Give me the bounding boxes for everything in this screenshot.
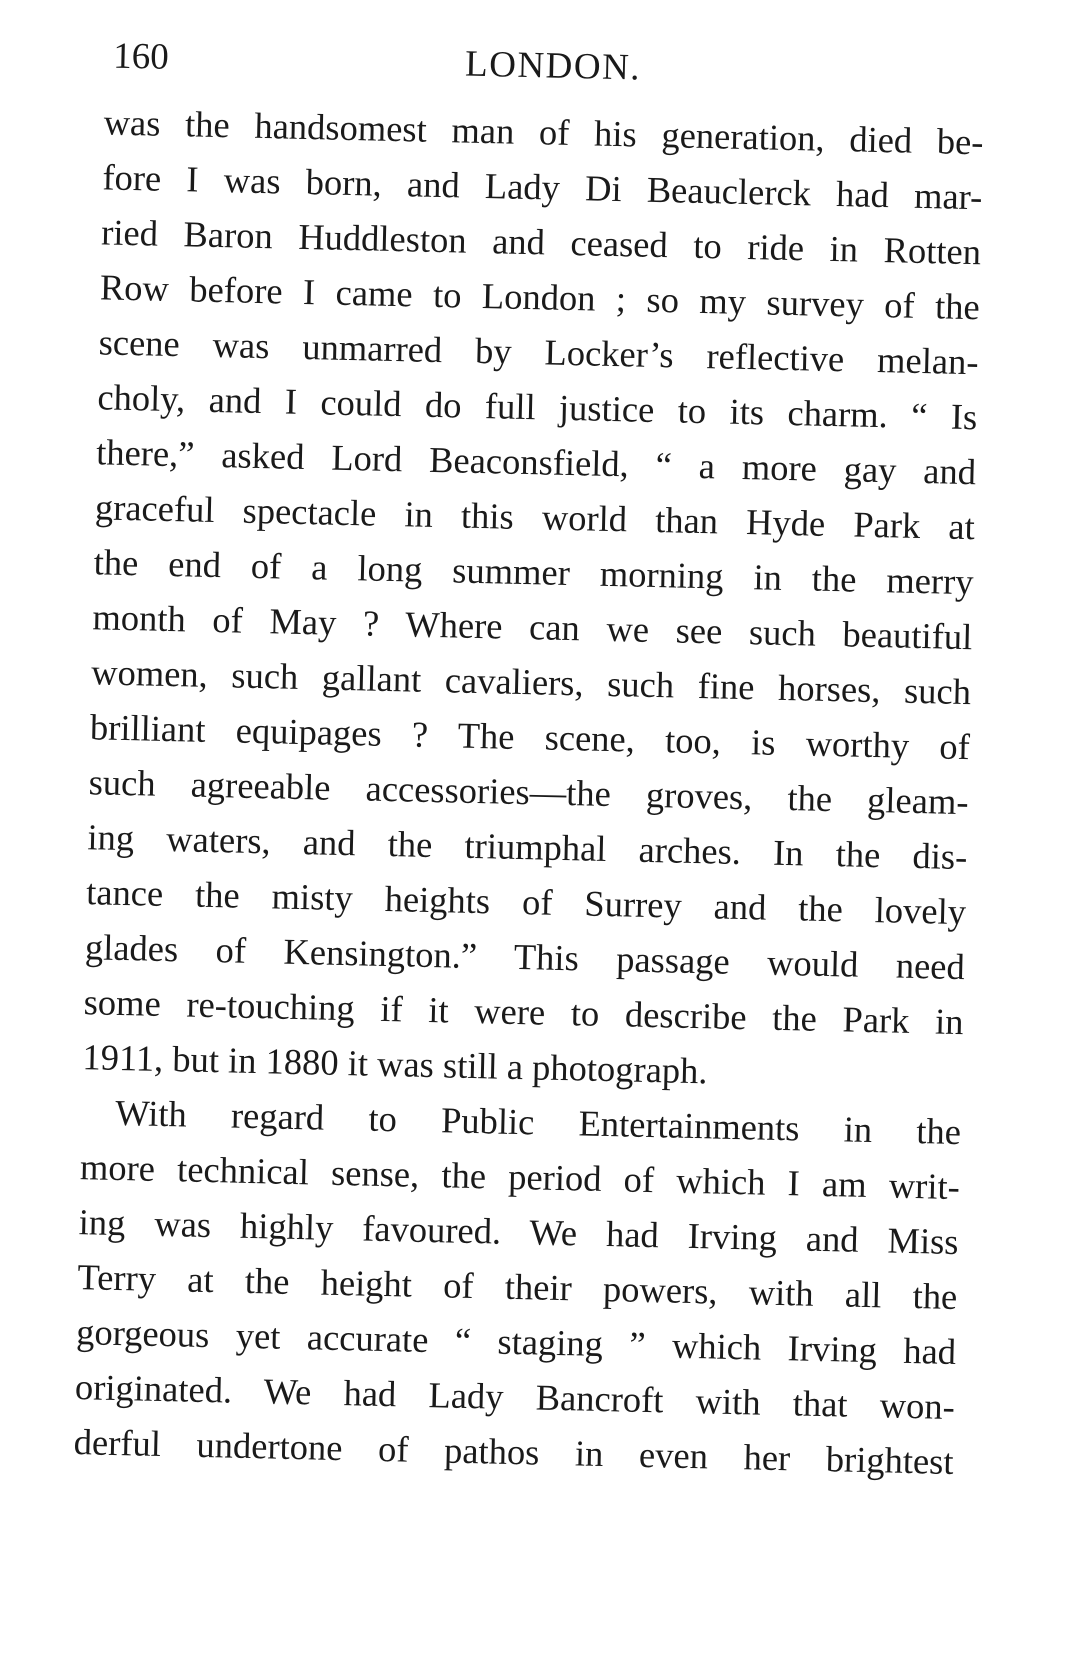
text-line: Row before I came to London ; so my survey of the <box>99 266 981 328</box>
text-line: such agreeable accessories—the groves, the gleam- <box>88 761 969 823</box>
text-line: choly, and I could do full justice to its charm. “ Is <box>97 376 978 438</box>
text-line: was the handsomest man of his generation, died be- <box>103 101 984 163</box>
body-text <box>73 94 984 1489</box>
text-line: brilliant equipages ? The scene, too, is worthy of <box>89 706 971 768</box>
page-header <box>113 27 994 107</box>
text-line: scene was unmarred by Locker’s reflective melan- <box>98 321 979 383</box>
text-line: more technical sense, the period of which I am writ- <box>79 1146 961 1208</box>
text-line: fore I was born, and Lady Di Beauclerck had mar- <box>102 156 983 218</box>
text-line: originated. We had Lady Bancroft with that won- <box>74 1366 956 1428</box>
text-line: glades of Kensington.” This passage would need <box>84 926 966 988</box>
text-line: derful undertone of pathos in even her brightest <box>73 1421 955 1482</box>
text-line: ried Baron Huddleston and ceased to ride in Rotten <box>100 211 982 273</box>
text-line: there,” asked Lord Beaconsfield, “ a more gay and <box>95 431 977 493</box>
text-line: tance the misty heights of Surrey and the lovely <box>85 871 967 933</box>
text-line: ing waters, and the triumphal arches. In the dis- <box>87 816 968 878</box>
text-line: the end of a long summer morning in the merry <box>93 541 974 603</box>
text-line: women, such gallant cavaliers, such fine horses, such <box>90 651 972 713</box>
text-line: With regard to Public Entertainments in the <box>114 1091 962 1153</box>
running-head: LONDON. <box>464 43 642 89</box>
text-line: Terry at the height of their powers, with all the <box>77 1256 958 1318</box>
text-line: gorgeous yet accurate “ staging ” which Irving had <box>75 1311 957 1373</box>
text-line: ing was highly favoured. We had Irving and Miss <box>78 1201 960 1263</box>
paragraph-2 <box>73 1084 962 1489</box>
page-number: 160 <box>112 35 170 78</box>
text-line: month of May ? Where can we see such beautiful <box>92 596 973 658</box>
text-line: 1911, but in 1880 it was still a photograph. <box>82 1036 709 1092</box>
paragraph-1 <box>82 94 984 1104</box>
text-line: some re-touching if it were to describe the Park in <box>83 981 965 1043</box>
text-line: graceful spectacle in this world than Hyde Park at <box>94 486 976 548</box>
